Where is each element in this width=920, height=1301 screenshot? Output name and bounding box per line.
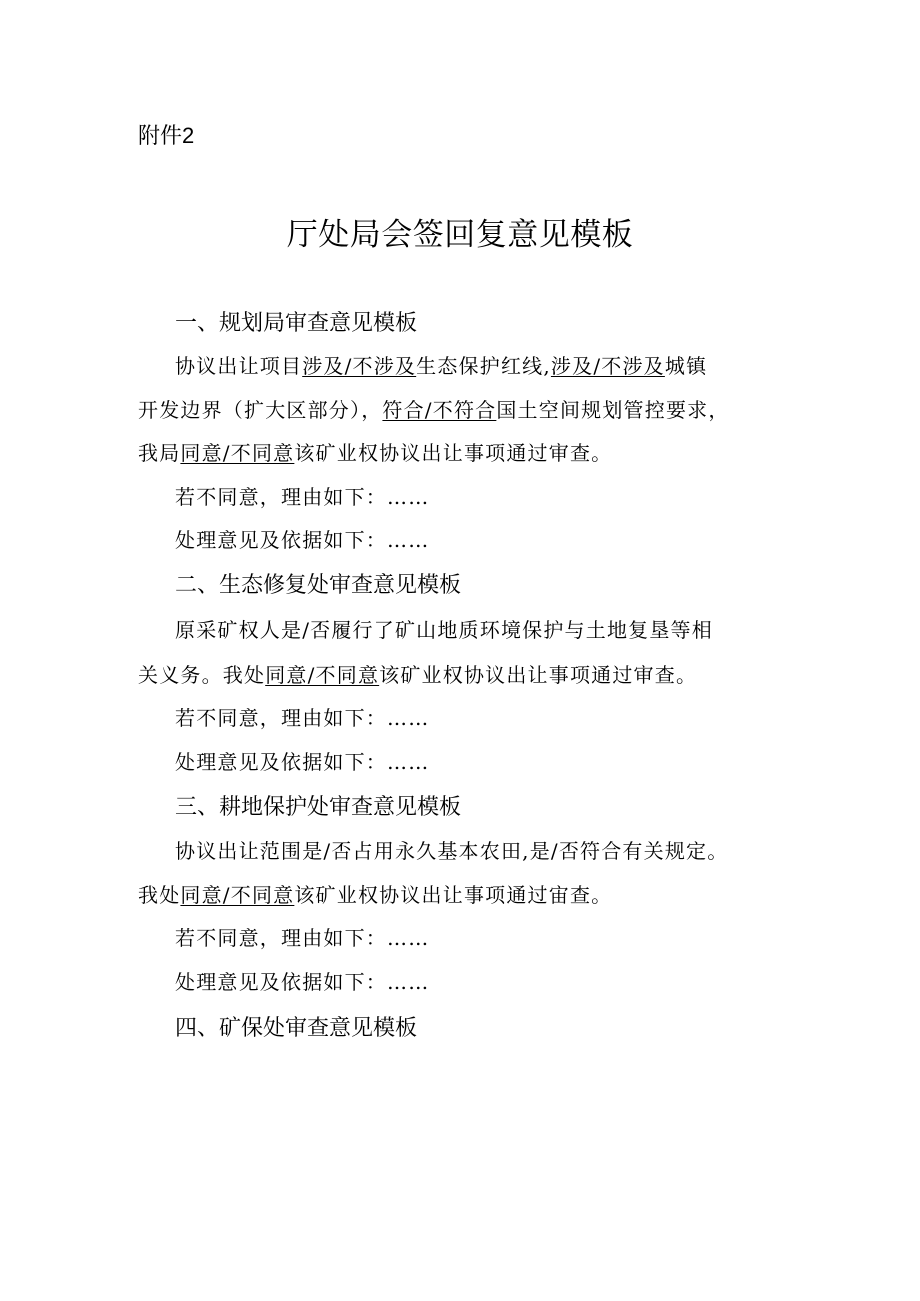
text-segment: 我处 [138, 883, 181, 907]
section-2-paragraph-line-2 [138, 659, 697, 691]
text-segment: 开发边界（扩大区部分）， [138, 398, 383, 422]
attachment-label: 附件2 [138, 123, 195, 148]
text-segment: 关义务。我处 [138, 663, 266, 687]
section-3-reason-line: 若不同意，理由如下：…… [175, 926, 430, 950]
section-1-paragraph-line-1 [175, 350, 707, 382]
section-heading-ecological-restoration: 二、生态修复处审查意见模板 [175, 572, 462, 597]
text-segment: 城镇 [664, 354, 708, 378]
text-segment: 该矿业权协议出让事项通过宙查。 [294, 883, 613, 907]
section-heading-farmland-protection: 三、耕地保护处审查意见模板 [175, 794, 462, 819]
option-spatial-planning: 符合/不符合 [382, 398, 497, 422]
text-segment: 协议出让范围是/否占用永久基本农田,是/否符合有关规定。 [175, 839, 729, 863]
option-agree: 同意/不同意 [180, 441, 295, 465]
option-ecological-redline: 涉及/不涉及 [302, 354, 417, 378]
text-segment: 该矿业权协议出让事项通过审查。 [379, 663, 698, 687]
section-1-paragraph-line-2 [138, 394, 730, 426]
text-segment: 国土空间规划管控要求， [496, 398, 730, 422]
section-2-paragraph-line-1 [175, 614, 713, 646]
section-2-reason-line: 若不同意，理由如下：…… [175, 706, 430, 730]
section-2-handling-line: 处理意见及依据如下：…… [175, 750, 430, 774]
section-3-handling-line: 处理意见及依据如下：…… [175, 970, 430, 994]
text-segment: 协议出让项目 [175, 354, 303, 378]
text-segment: 我局 [138, 441, 181, 465]
section-3-paragraph-line-2 [138, 879, 612, 911]
section-1-handling-line: 处理意见及依据如下：…… [175, 528, 430, 552]
text-segment: 生态保护红线, [416, 354, 551, 378]
section-1-paragraph-line-3 [138, 437, 612, 469]
section-heading-mineral-protection: 四、矿保处审查意见模板 [175, 1015, 418, 1040]
section-heading-planning: 一、规划局审查意见模板 [175, 310, 418, 335]
option-urban-boundary: 涉及/不涉及 [550, 354, 665, 378]
option-agree: 同意/不同意 [180, 883, 295, 907]
section-1-reason-line: 若不同意，理由如下：…… [175, 485, 430, 509]
option-agree: 同意/不同意 [265, 663, 380, 687]
document-title: 厅处局会签回复意见模板 [286, 217, 634, 252]
text-segment: 该矿业权协议出让事项通过审查。 [294, 441, 613, 465]
text-segment: 原采矿权人是/否履行了矿山地质环境保护与土地复垦等相 [175, 618, 713, 642]
section-3-paragraph-line-1 [175, 835, 728, 867]
